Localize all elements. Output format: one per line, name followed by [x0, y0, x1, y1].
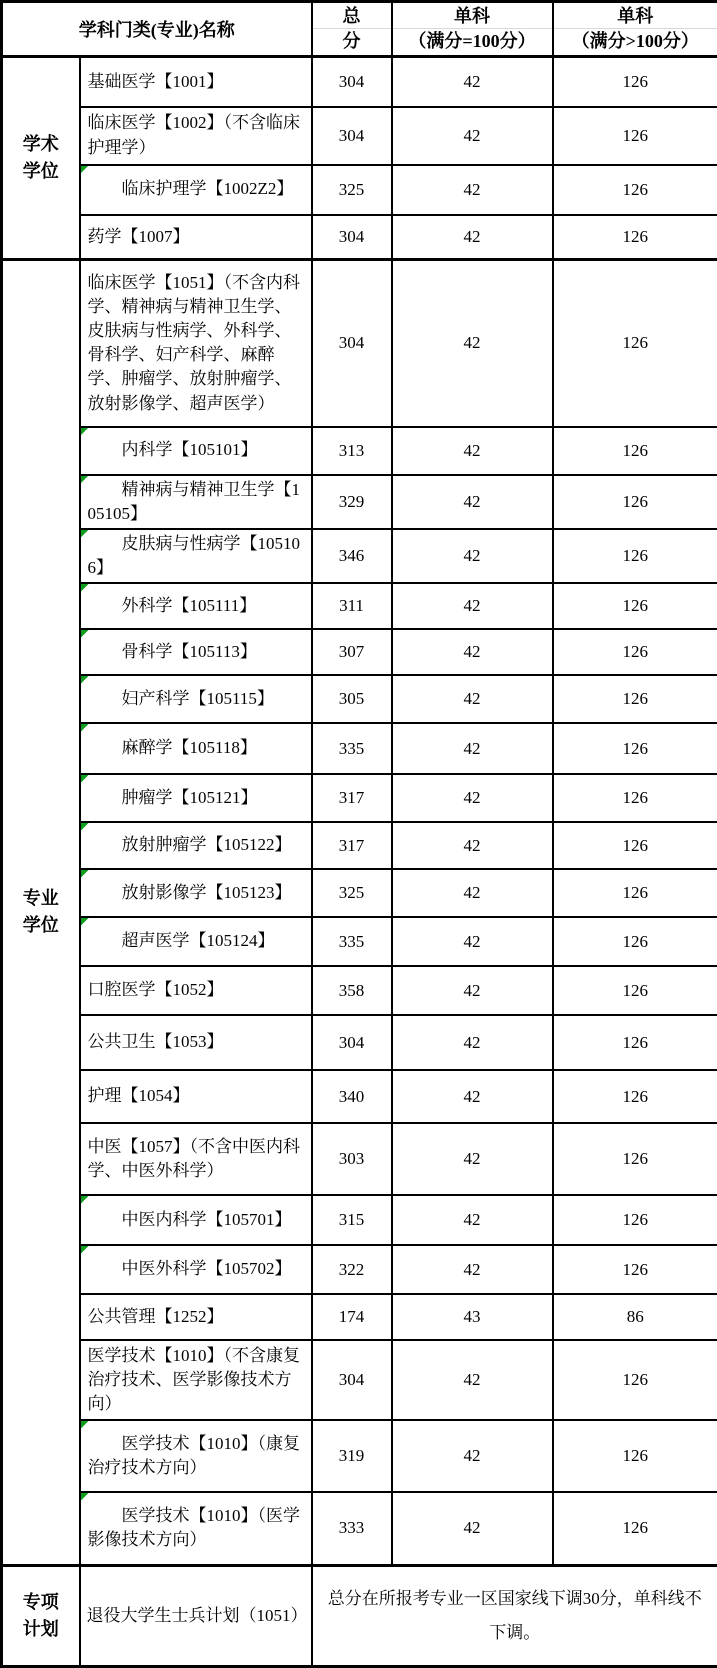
- single-100-cell: 42: [392, 966, 553, 1015]
- total-score-cell: 307: [312, 629, 392, 675]
- total-score-cell: 305: [312, 675, 392, 723]
- single-over100-cell: 126: [553, 260, 717, 427]
- group-label: 学术学位: [18, 131, 63, 185]
- table-row: [2, 1123, 717, 1195]
- table-row: [2, 475, 717, 529]
- comment-marker-icon: [81, 476, 89, 484]
- table-row: [2, 107, 717, 165]
- group-cell-academic: [2, 57, 80, 260]
- table-row: [2, 1070, 717, 1123]
- single-100-cell: 42: [392, 629, 553, 675]
- single-over100-cell: 126: [553, 1340, 717, 1420]
- total-score-cell: 325: [312, 869, 392, 917]
- total-score-cell: 335: [312, 723, 392, 774]
- table-row: [2, 1294, 717, 1340]
- header-subject: 学科门类(专业)名称: [2, 2, 312, 57]
- subject-name-cell: 药学【1007】: [80, 215, 312, 260]
- single-over100-cell: 126: [553, 822, 717, 869]
- total-score-cell: 304: [312, 1015, 392, 1070]
- single-100-cell: 42: [392, 1492, 553, 1565]
- single-over100-cell: 126: [553, 529, 717, 583]
- header-single-100-line1: 单科: [399, 4, 546, 29]
- subject-name-cell: [80, 822, 312, 869]
- subject-name-cell: 公共管理【1252】: [80, 1294, 312, 1340]
- comment-marker-icon: [81, 530, 89, 538]
- table-row: [2, 529, 717, 583]
- single-over100-cell: 126: [553, 869, 717, 917]
- total-score-cell: 304: [312, 1340, 392, 1420]
- table-row: [2, 1492, 717, 1565]
- subject-name-text: 医学技术【1010】（康复治疗技术方向）: [88, 1434, 301, 1477]
- table-row: [2, 723, 717, 774]
- total-score-cell: 304: [312, 107, 392, 165]
- single-100-cell: 42: [392, 675, 553, 723]
- single-100-cell: 42: [392, 583, 553, 629]
- subject-name-text: 内科学【105101】: [122, 440, 258, 459]
- single-100-cell: 42: [392, 774, 553, 822]
- single-100-cell: 43: [392, 1294, 553, 1340]
- single-over100-cell: 126: [553, 629, 717, 675]
- single-over100-cell: 126: [553, 583, 717, 629]
- subject-name-cell: 口腔医学【1052】: [80, 966, 312, 1015]
- header-row: [2, 2, 717, 57]
- single-over100-cell: 126: [553, 723, 717, 774]
- subject-name-cell: [80, 675, 312, 723]
- single-over100-cell: 126: [553, 215, 717, 260]
- single-over100-cell: 126: [553, 1123, 717, 1195]
- subject-name-cell: 中医【1057】（不含中医内科学、中医外科学）: [80, 1123, 312, 1195]
- total-score-cell: 335: [312, 917, 392, 966]
- table-row: [2, 1420, 717, 1492]
- comment-marker-icon: [81, 428, 89, 436]
- single-over100-cell: 126: [553, 966, 717, 1015]
- table-row: [2, 1195, 717, 1245]
- single-100-cell: 42: [392, 529, 553, 583]
- single-over100-cell: 126: [553, 774, 717, 822]
- table-row: [2, 215, 717, 260]
- subject-name-cell: 护理【1054】: [80, 1070, 312, 1123]
- subject-name-cell: 临床医学【1002】（不含临床护理学）: [80, 107, 312, 165]
- subject-name-text: 放射肿瘤学【105122】: [122, 835, 292, 854]
- special-plan-note-cell: 总分在所报考专业一区国家线下调30分，单科线不下调。: [312, 1565, 717, 1666]
- single-over100-cell: 126: [553, 917, 717, 966]
- subject-name-cell: [80, 629, 312, 675]
- single-100-cell: 42: [392, 475, 553, 529]
- table-row: [2, 260, 717, 427]
- single-100-cell: 42: [392, 917, 553, 966]
- total-score-cell: 317: [312, 774, 392, 822]
- subject-name-text: 外科学【105111】: [122, 596, 257, 615]
- table-row: [2, 427, 717, 475]
- single-100-cell: 42: [392, 1420, 553, 1492]
- total-score-cell: 333: [312, 1492, 392, 1565]
- subject-name-text: 超声医学【105124】: [122, 931, 275, 950]
- single-over100-cell: 126: [553, 1492, 717, 1565]
- single-100-cell: 42: [392, 822, 553, 869]
- subject-name-cell: 医学技术【1010】（不含康复治疗技术、医学影像技术方向）: [80, 1340, 312, 1420]
- single-100-cell: 42: [392, 260, 553, 427]
- subject-name-text: 麻醉学【105118】: [122, 738, 257, 757]
- single-100-cell: 42: [392, 165, 553, 215]
- subject-name-cell: 临床医学【1051】（不含内科学、精神病与精神卫生学、皮肤病与性病学、外科学、骨科学、妇产科学、麻醉学、肿瘤学、放射肿瘤学、放射影像学、超声医学）: [80, 260, 312, 427]
- comment-marker-icon: [81, 724, 89, 732]
- single-100-cell: 42: [392, 869, 553, 917]
- subject-name-text: 妇产科学【105115】: [122, 689, 274, 708]
- group-label: 专业学位: [18, 885, 63, 939]
- single-over100-cell: 126: [553, 475, 717, 529]
- subject-name-cell: [80, 1492, 312, 1565]
- total-score-cell: 325: [312, 165, 392, 215]
- table-row: [2, 57, 717, 107]
- comment-marker-icon: [81, 676, 89, 684]
- subject-name-cell: [80, 165, 312, 215]
- table-row: [2, 966, 717, 1015]
- subject-name-text: 中医外科学【105702】: [122, 1259, 292, 1278]
- subject-name-text: 骨科学【105113】: [122, 642, 257, 661]
- total-score-cell: 311: [312, 583, 392, 629]
- total-score-cell: 346: [312, 529, 392, 583]
- header-single-over100-line1: 单科: [560, 4, 712, 29]
- subject-name-cell: [80, 1195, 312, 1245]
- total-score-cell: 329: [312, 475, 392, 529]
- subject-name-cell: 基础医学【1001】: [80, 57, 312, 107]
- comment-marker-icon: [81, 584, 89, 592]
- table-row: [2, 1245, 717, 1294]
- table-row: [2, 629, 717, 675]
- single-100-cell: 42: [392, 57, 553, 107]
- table-row: [2, 675, 717, 723]
- total-score-cell: 304: [312, 57, 392, 107]
- single-100-cell: 42: [392, 1015, 553, 1070]
- total-score-cell: 322: [312, 1245, 392, 1294]
- subject-name-text: 医学技术【1010】（医学影像技术方向）: [88, 1506, 301, 1549]
- header-single-over100-line2: （满分>100分）: [560, 29, 712, 54]
- comment-marker-icon: [81, 166, 89, 174]
- subject-name-cell: [80, 917, 312, 966]
- table-row: [2, 583, 717, 629]
- single-100-cell: 42: [392, 1070, 553, 1123]
- subject-name-cell: [80, 1420, 312, 1492]
- header-single-100-line2: （满分=100分）: [399, 29, 546, 54]
- comment-marker-icon: [81, 630, 89, 638]
- header-total-text: 总分: [340, 4, 363, 54]
- single-over100-cell: 86: [553, 1294, 717, 1340]
- comment-marker-icon: [81, 1246, 89, 1254]
- single-100-cell: 42: [392, 107, 553, 165]
- single-over100-cell: 126: [553, 1245, 717, 1294]
- header-total: [312, 2, 392, 57]
- single-100-cell: 42: [392, 1245, 553, 1294]
- total-score-cell: 319: [312, 1420, 392, 1492]
- subject-name-text: 皮肤病与性病学【105106】: [88, 534, 301, 577]
- single-100-cell: 42: [392, 1123, 553, 1195]
- total-score-cell: 174: [312, 1294, 392, 1340]
- subject-name-text: 中医内科学【105701】: [122, 1210, 292, 1229]
- total-score-cell: 303: [312, 1123, 392, 1195]
- single-over100-cell: 126: [553, 107, 717, 165]
- subject-name-cell: [80, 427, 312, 475]
- total-score-cell: 340: [312, 1070, 392, 1123]
- header-single-100: [392, 2, 553, 57]
- single-over100-cell: 126: [553, 1070, 717, 1123]
- comment-marker-icon: [81, 1196, 89, 1204]
- table-row: [2, 869, 717, 917]
- single-over100-cell: 126: [553, 675, 717, 723]
- comment-marker-icon: [81, 870, 89, 878]
- group-label: 专项计划: [18, 1589, 63, 1643]
- table-row: [2, 165, 717, 215]
- subject-name-cell: [80, 529, 312, 583]
- single-100-cell: 42: [392, 1340, 553, 1420]
- single-100-cell: 42: [392, 215, 553, 260]
- subject-name-cell: [80, 774, 312, 822]
- comment-marker-icon: [81, 918, 89, 926]
- total-score-cell: 315: [312, 1195, 392, 1245]
- total-score-cell: 304: [312, 260, 392, 427]
- subject-name-text: 放射影像学【105123】: [122, 883, 292, 902]
- single-over100-cell: 126: [553, 1420, 717, 1492]
- subject-name-text: 精神病与精神卫生学【105105】: [88, 480, 301, 523]
- comment-marker-icon: [81, 775, 89, 783]
- table-row: [2, 917, 717, 966]
- comment-marker-icon: [81, 1493, 89, 1501]
- subject-name-cell: [80, 723, 312, 774]
- table-row: [2, 1340, 717, 1420]
- single-100-cell: 42: [392, 723, 553, 774]
- header-single-over100: [553, 2, 717, 57]
- single-over100-cell: 126: [553, 165, 717, 215]
- subject-name-cell: [80, 869, 312, 917]
- total-score-cell: 304: [312, 215, 392, 260]
- single-over100-cell: 126: [553, 427, 717, 475]
- subject-name-cell: [80, 1245, 312, 1294]
- subject-name-cell: 公共卫生【1053】: [80, 1015, 312, 1070]
- single-over100-cell: 126: [553, 1195, 717, 1245]
- subject-name-cell: [80, 475, 312, 529]
- subject-name-text: 肿瘤学【105121】: [122, 788, 258, 807]
- subject-name-text: 临床护理学【1002Z2】: [122, 179, 294, 198]
- single-over100-cell: 126: [553, 1015, 717, 1070]
- total-score-cell: 358: [312, 966, 392, 1015]
- total-score-cell: 317: [312, 822, 392, 869]
- group-cell-professional: [2, 260, 80, 1566]
- special-plan-name-cell: 退役大学生士兵计划（1051）: [80, 1565, 312, 1666]
- table-row: [2, 1015, 717, 1070]
- subject-name-cell: [80, 583, 312, 629]
- table-row: [2, 774, 717, 822]
- single-100-cell: 42: [392, 427, 553, 475]
- total-score-cell: 313: [312, 427, 392, 475]
- table-row: [2, 822, 717, 869]
- single-100-cell: 42: [392, 1195, 553, 1245]
- comment-marker-icon: [81, 823, 89, 831]
- comment-marker-icon: [81, 1421, 89, 1429]
- single-over100-cell: 126: [553, 57, 717, 107]
